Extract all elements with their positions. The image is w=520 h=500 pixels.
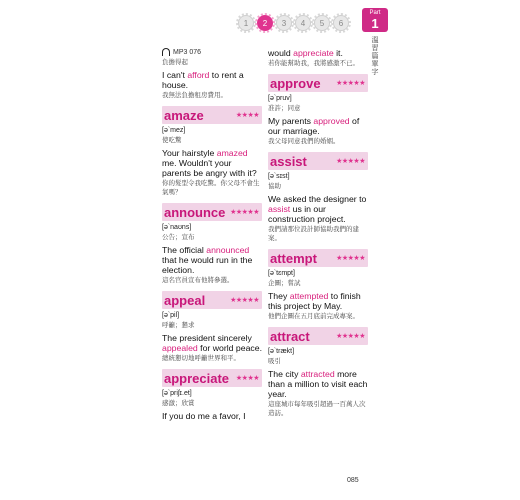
meaning: 協助 [268, 183, 281, 190]
example-translation: 他們企圖在五月底前完成專案。 [268, 313, 359, 320]
continued-example: would appreciate it. [268, 48, 343, 58]
star-rating-icon: ★★★★ [235, 375, 259, 382]
part-label: Part [369, 10, 381, 16]
star-rating-icon: ★★★★★ [230, 209, 259, 216]
mp3-track[interactable] [162, 48, 262, 56]
right-column [268, 48, 368, 421]
phonetic: [ə`priʃɪ.et] [162, 390, 192, 397]
example-sentence: The president sincerely appealed for world peace. [162, 333, 262, 353]
example-sentence: The city attracted more than a million to visit each year. [268, 369, 368, 399]
headword: appeal [164, 292, 206, 308]
intro-translation: 我無法負擔租房費用。 [162, 92, 227, 99]
example-sentence: If you do me a favor, I [162, 411, 246, 421]
example-sentence: They attempted to finish this project by May. [268, 291, 361, 311]
example-translation: 我們請那位設計師協助我們的建案。 [268, 226, 359, 242]
intro-example: I can't afford to rent a house. [162, 70, 244, 90]
word-header-assist [268, 152, 368, 170]
star-rating-icon: ★★★★★ [336, 80, 365, 87]
unit-navigation [238, 15, 349, 31]
headword: approve [270, 75, 321, 91]
meaning: 吸引 [268, 358, 281, 365]
example-sentence: Your hairstyle amazed me. Wouldn't your parents be angry with it? [162, 148, 257, 178]
meaning: 准許；同意 [268, 105, 301, 112]
example-sentence: We asked the designer to assist us in our construction project. [268, 194, 367, 224]
part-tab[interactable] [362, 8, 388, 32]
phonetic: [ə`mez] [162, 127, 186, 134]
unit-nav-1[interactable]: 1 [238, 15, 254, 31]
meaning: 公告；宣布 [162, 234, 195, 241]
star-rating-icon: ★★★★★ [336, 158, 365, 165]
star-rating-icon: ★★★★★ [230, 297, 259, 304]
phonetic: [ə`naʊns] [162, 224, 192, 231]
word-header-appeal [162, 291, 262, 309]
unit-nav-6[interactable]: 6 [333, 15, 349, 31]
word-header-approve [268, 74, 368, 92]
headphones-icon [162, 48, 170, 56]
unit-nav-2[interactable]: 2 [257, 15, 273, 31]
example-translation: 這名官員宣布他將參選。 [162, 277, 234, 284]
meaning: 使吃驚 [162, 137, 182, 144]
headword: announce [164, 204, 226, 220]
meaning: 感激；欣賞 [162, 400, 195, 407]
star-rating-icon: ★★★★★ [336, 255, 365, 262]
word-header-appreciate [162, 369, 262, 387]
page-number: 085 [347, 477, 359, 484]
example-translation: 總統懇切地呼籲世界和平。 [162, 355, 240, 362]
phonetic: [ə`tɛmpt] [268, 270, 295, 277]
star-rating-icon: ★★★★★ [336, 333, 365, 340]
headword: appreciate [164, 370, 230, 386]
example-translation: 這座城市每年吸引超過一百萬人次造訪。 [268, 401, 366, 417]
phonetic: [ə`pil] [162, 312, 180, 319]
phonetic: [ə`sɪst] [268, 173, 290, 180]
meaning: 呼籲；懇求 [162, 322, 195, 329]
section-vertical-title: 溫習篇單字 [371, 36, 378, 76]
word-header-amaze [162, 106, 262, 124]
headword: attract [270, 328, 310, 344]
phonetic: [ə`trækt] [268, 348, 295, 355]
word-header-attract [268, 327, 368, 345]
continued-translation: 若你能幫助我，我將感激不已。 [268, 60, 359, 67]
mp3-label: MP3 076 [173, 48, 202, 56]
headword: assist [270, 153, 307, 169]
part-number: 1 [371, 16, 379, 31]
example-translation: 你的髮型令我吃驚。你父母不會生氣嗎？ [162, 180, 260, 196]
example-sentence: The official announced that he would run in the election. [162, 245, 253, 275]
word-header-announce [162, 203, 262, 221]
star-rating-icon: ★★★★ [235, 112, 259, 119]
unit-nav-3[interactable]: 3 [276, 15, 292, 31]
intro-meaning: 負擔得起 [162, 59, 188, 66]
left-column [162, 48, 262, 421]
example-translation: 我父母同意我們的婚姻。 [268, 138, 340, 145]
phonetic: [ə`pruv] [268, 95, 292, 102]
word-header-attempt [268, 249, 368, 267]
meaning: 企圖；嘗試 [268, 280, 301, 287]
unit-nav-4[interactable]: 4 [295, 15, 311, 31]
unit-nav-5[interactable]: 5 [314, 15, 330, 31]
headword: amaze [164, 107, 204, 123]
example-sentence: My parents approved of our marriage. [268, 116, 360, 136]
headword: attempt [270, 250, 317, 266]
